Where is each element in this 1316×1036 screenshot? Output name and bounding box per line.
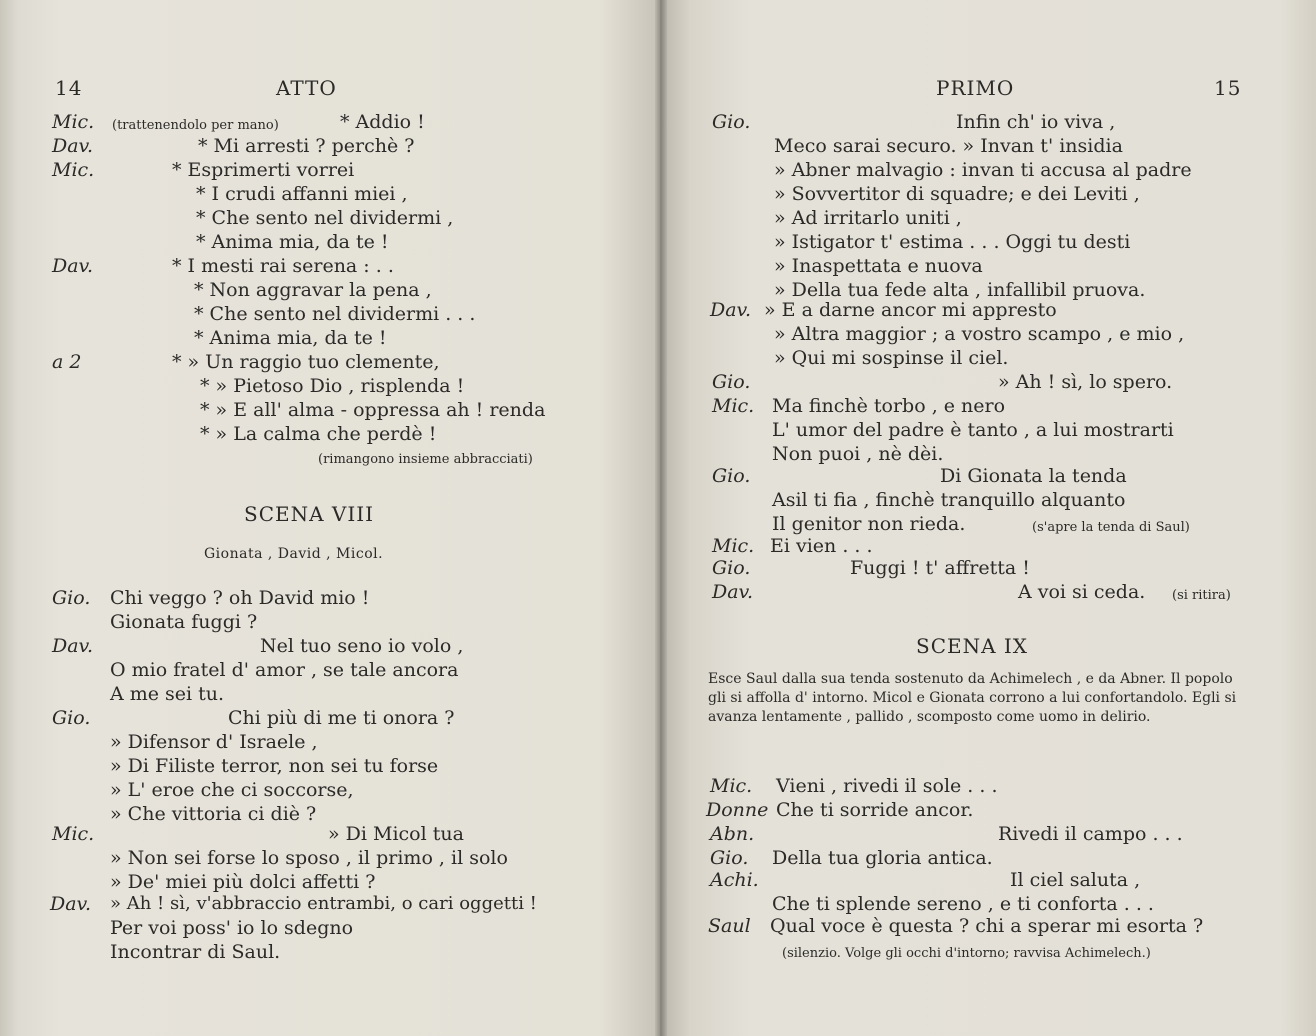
speaker-label: Gio. [52, 587, 91, 609]
stage-direction: (trattenendolo per mano) [112, 118, 279, 133]
verse-line: Vieni , rivedi il sole . . . [776, 775, 998, 797]
speaker-label: Gio. [712, 371, 751, 393]
verse-line: » Della tua fede alta , infallibil pruova. [774, 279, 1146, 301]
verse-line: * » Pietoso Dio , risplenda ! [200, 375, 465, 397]
speaker-label: Gio. [712, 111, 751, 133]
page-number: 14 [55, 76, 83, 100]
verse-line: » Ah ! sì, lo spero. [998, 371, 1173, 393]
verse-line: Rivedi il campo . . . [998, 823, 1183, 845]
scene-cast: Gionata , David , Micol. [204, 546, 384, 562]
verse-line: * I mesti rai serena : . . [172, 255, 394, 277]
verse-line: » De' miei più dolci affetti ? [110, 871, 376, 893]
stage-direction: (silenzio. Volge gli occhi d'intorno; ravvisa Achimelech.) [782, 946, 1151, 961]
verse-line: Che ti sorride ancor. [776, 799, 974, 821]
verse-line: Infin ch' io viva , [956, 111, 1116, 133]
verse-line: Meco sarai securo. » Invan t' insidia [774, 135, 1123, 157]
verse-line: * Anima mia, da te ! [196, 231, 389, 253]
verse-line: » L' eroe che ci soccorse, [110, 779, 354, 801]
verse-line: » Qui mi sospinse il ciel. [774, 347, 1009, 369]
verse-line: * Che sento nel dividermi , [196, 207, 454, 229]
speaker-label: Dav. [712, 581, 754, 603]
verse-line: Fuggi ! t' affretta ! [850, 557, 1030, 579]
speaker-label: Mic. [712, 395, 755, 417]
verse-line: » Inaspettata e nuova [774, 255, 983, 277]
verse-line: Ma finchè torbo , e nero [772, 395, 1006, 417]
verse-line: » Ad irritarlo uniti , [774, 207, 962, 229]
verse-line: Chi veggo ? oh David mio ! [110, 587, 370, 609]
verse-line: » Di Micol tua [328, 823, 464, 845]
verse-line: * Anima mia, da te ! [194, 327, 387, 349]
verse-line: Per voi poss' io lo sdegno [110, 917, 354, 939]
verse-line: Asil ti fia , finchè tranquillo alquanto [772, 489, 1126, 511]
page-number: 15 [1214, 76, 1242, 100]
speaker-label: Gio. [710, 847, 749, 869]
speaker-label: Gio. [52, 707, 91, 729]
speaker-label: Gio. [712, 557, 751, 579]
verse-line: * Non aggravar la pena , [194, 279, 432, 301]
speaker-label: Mic. [52, 823, 95, 845]
verse-line: * Mi arresti ? perchè ? [198, 135, 415, 157]
verse-line: A me sei tu. [110, 683, 225, 705]
scene-description: Esce Saul dalla sua tenda sostenuto da Achimelech , e da Abner. Il popolo gli si affolla d' intorno. Micol e Gionata corrono a lui confortandolo. Egli si avanza lentamente , pallido , scomposto come uomo in delirio. [708, 671, 1237, 725]
speaker-label: Saul [708, 915, 751, 937]
verse-line: L' umor del padre è tanto , a lui mostrarti [772, 419, 1174, 441]
speaker-label: Mic. [712, 535, 755, 557]
verse-line: » Ah ! sì, v'abbraccio entrambi, o cari oggetti ! [110, 893, 537, 914]
verse-line: * » E all' alma - oppressa ah ! renda [200, 399, 546, 421]
right-page [660, 0, 1316, 1036]
verse-line: » Istigator t' estima . . . Oggi tu desti [774, 231, 1131, 253]
verse-line: » Altra maggior ; a vostro scampo , e mio , [774, 323, 1185, 345]
verse-line: Di Gionata la tenda [940, 465, 1127, 487]
speaker-label: Mic. [52, 111, 95, 133]
verse-line: » E a darne ancor mi appresto [764, 299, 1057, 321]
verse-line: Chi più di me ti onora ? [228, 707, 455, 729]
verse-line: » Che vittoria ci diè ? [110, 803, 317, 825]
running-header: ATTO [276, 76, 337, 100]
verse-line: * I crudi affanni miei , [196, 183, 408, 205]
verse-line: Il ciel saluta , [1010, 869, 1141, 891]
stage-direction: (rimangono insieme abbracciati) [318, 452, 533, 467]
speaker-label: Mic. [710, 775, 753, 797]
speaker-label: Dav. [52, 135, 94, 157]
verse-line: » Di Filiste terror, non sei tu forse [110, 755, 439, 777]
verse-line: » Sovvertitor di squadre; e dei Leviti , [774, 183, 1140, 205]
verse-line: Il genitor non rieda. [772, 513, 966, 535]
verse-line: * » La calma che perdè ! [200, 423, 437, 445]
speaker-label: Achi. [710, 869, 759, 891]
verse-line: * » Un raggio tuo clemente, [172, 351, 440, 373]
verse-line: A voi si ceda. [1018, 581, 1146, 603]
verse-line: Nel tuo seno io volo , [260, 635, 464, 657]
verse-line: Non puoi , nè dèi. [772, 443, 944, 465]
verse-line: » Non sei forse lo sposo , il primo , il solo [110, 847, 508, 869]
verse-line: * Che sento nel dividermi . . . [194, 303, 476, 325]
verse-line: Che ti splende sereno , e ti conforta . . . [772, 893, 1154, 915]
verse-line: Ei vien . . . [770, 535, 873, 557]
verse-line: » Abner malvagio : invan ti accusa al padre [774, 159, 1192, 181]
speaker-label: Abn. [710, 823, 755, 845]
speaker-label: Dav. [52, 255, 94, 277]
speaker-label: a 2 [52, 351, 82, 373]
verse-line: Gionata fuggi ? [110, 611, 258, 633]
book-gutter [655, 0, 667, 1036]
verse-line: Della tua gloria antica. [772, 847, 993, 869]
verse-line: Incontrar di Saul. [110, 941, 281, 963]
speaker-label: Dav. [710, 299, 752, 321]
verse-line: * Addio ! [340, 111, 425, 133]
verse-line: » Difensor d' Israele , [110, 731, 318, 753]
stage-direction: (si ritira) [1172, 588, 1231, 603]
scene-title: SCENA VIII [244, 502, 375, 526]
stage-direction: (s'apre la tenda di Saul) [1032, 520, 1190, 535]
verse-line: Qual voce è questa ? chi a sperar mi esorta ? [770, 915, 1204, 937]
speaker-label: Mic. [52, 159, 95, 181]
speaker-label: Dav. [52, 635, 94, 657]
speaker-label: Dav. [50, 893, 92, 915]
scene-title: SCENA IX [916, 634, 1029, 658]
speaker-label: Gio. [712, 465, 751, 487]
verse-line: O mio fratel d' amor , se tale ancora [110, 659, 459, 681]
verse-line: * Esprimerti vorrei [172, 159, 355, 181]
speaker-label: Donne [706, 799, 769, 821]
running-header: PRIMO [936, 76, 1015, 100]
